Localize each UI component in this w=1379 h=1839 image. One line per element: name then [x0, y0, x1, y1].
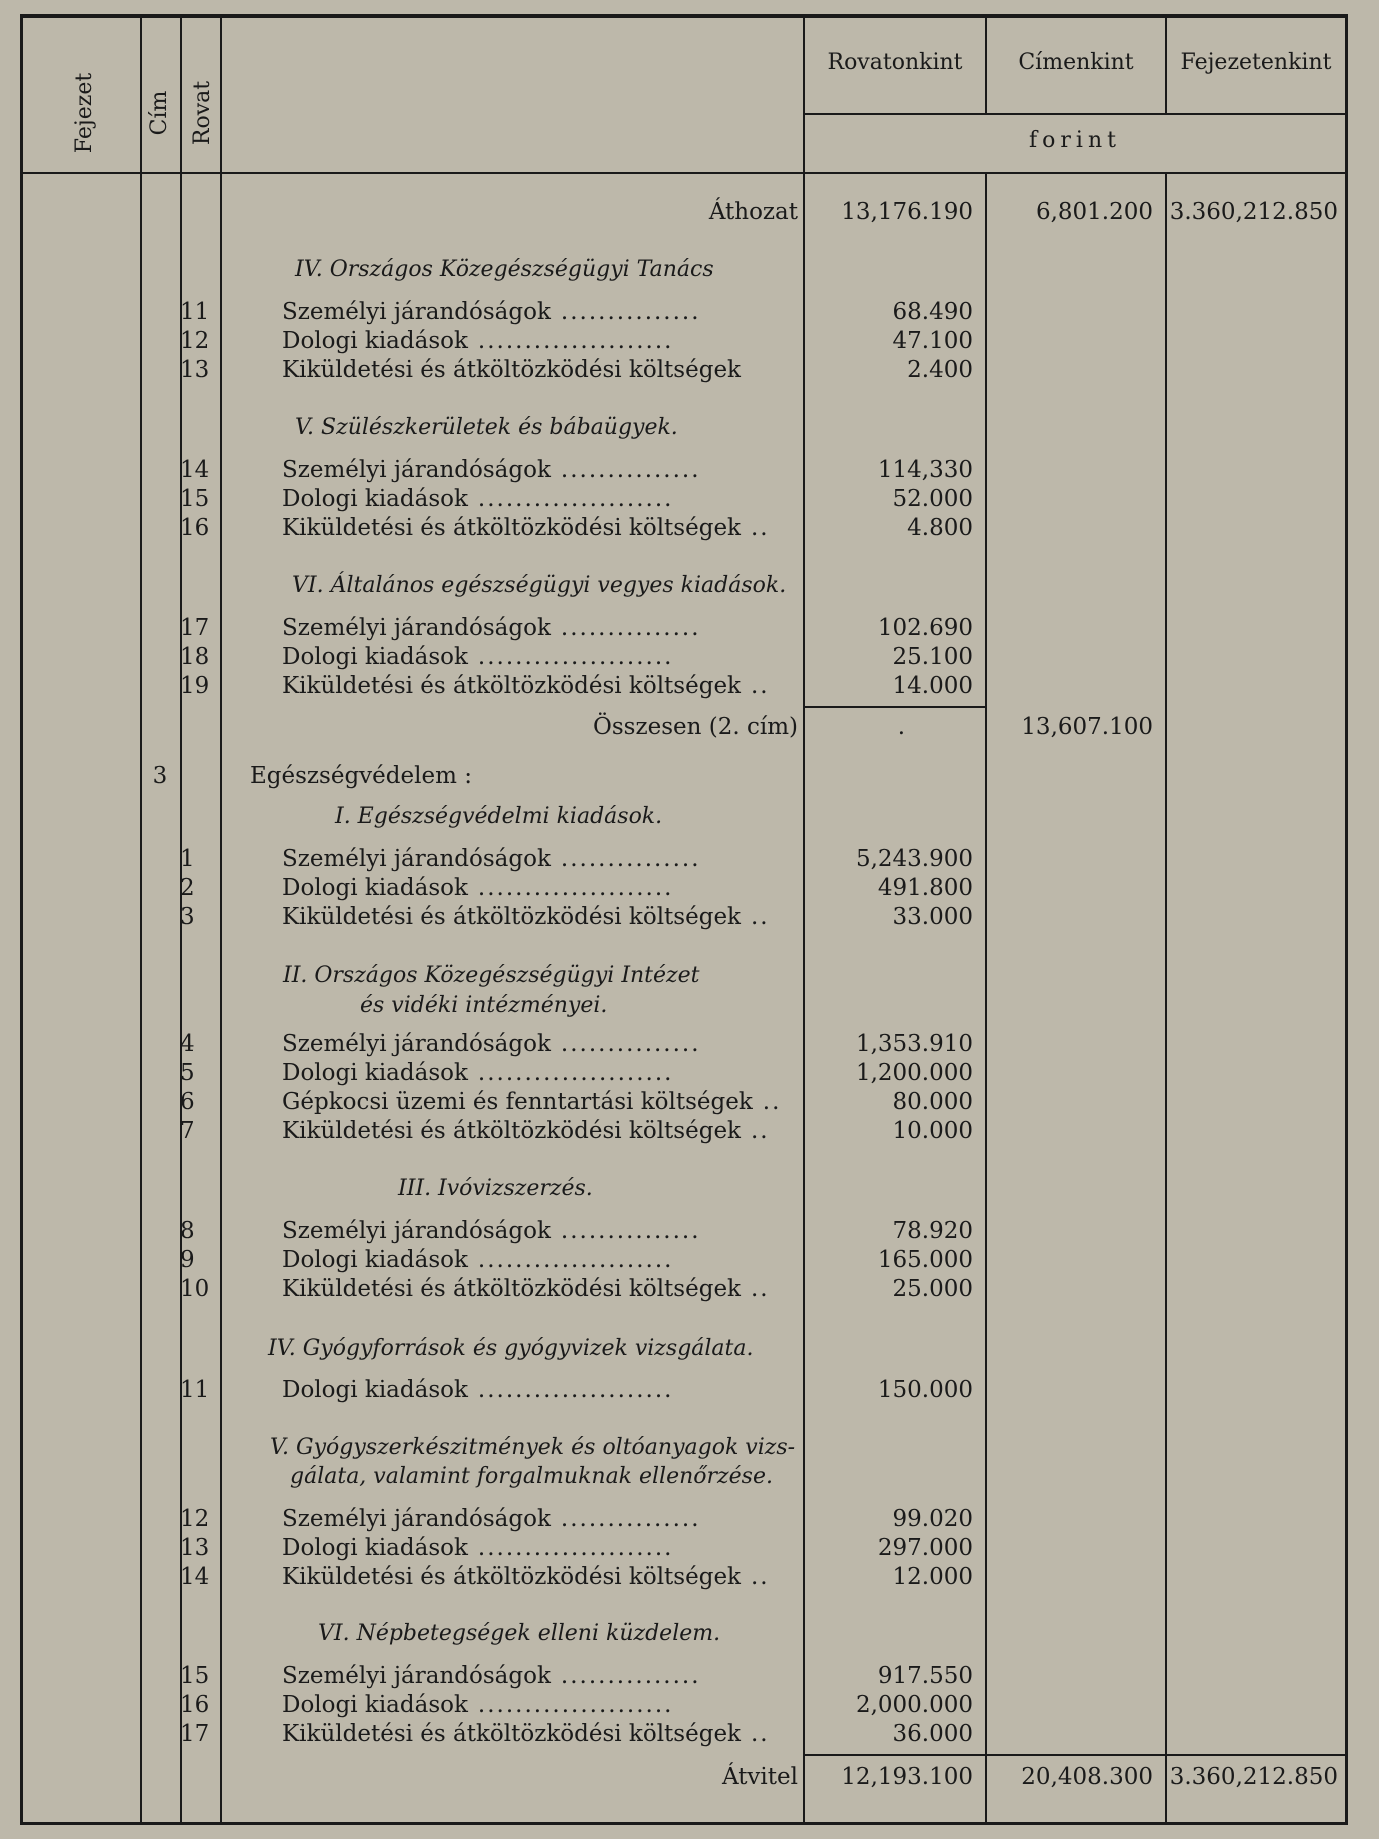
rovatonkint-value: 12.000	[892, 1564, 973, 1590]
rovat-number: 17	[180, 1721, 210, 1747]
leader-dots: ...............	[560, 615, 701, 641]
item-label	[282, 1505, 797, 1534]
item-label	[282, 356, 797, 385]
item-label-text: Személyi járandóságok	[282, 1031, 551, 1057]
item-label	[282, 1563, 797, 1592]
item-label-text: Dologi kiadások	[282, 1060, 468, 1086]
rovatonkint-value: 33.000	[892, 904, 973, 930]
rovat-number: 2	[180, 875, 195, 901]
item-label	[282, 1217, 797, 1246]
leader-dots: ..	[751, 673, 770, 699]
table-row	[0, 327, 1379, 356]
item-label	[282, 643, 797, 672]
rovat-number: 14	[180, 457, 210, 483]
rovatonkint-value: 2,000.000	[855, 1692, 973, 1718]
item-label	[282, 903, 797, 932]
item-label-text: Kiküldetési és átköltözködési költségek	[282, 1118, 741, 1144]
table-row	[0, 485, 1379, 514]
rovatonkint-value: 2.400	[907, 357, 973, 383]
section-title: VI. Általános egészségügyi vegyes kiadások.	[292, 573, 787, 598]
rovat-number: 13	[180, 357, 210, 383]
item-label	[282, 1534, 797, 1563]
item-label	[282, 614, 797, 643]
forint-rule-top	[805, 113, 1345, 115]
table-row	[0, 903, 1379, 932]
item-label-text: Személyi járandóságok	[282, 1218, 551, 1244]
table-row	[0, 1117, 1379, 1146]
table-row	[0, 1720, 1379, 1749]
section-title: I. Egészségvédelmi kiadások.	[335, 804, 663, 829]
header-fejezet: Fejezet	[72, 72, 97, 154]
rovatonkint-value: 102.690	[877, 615, 973, 641]
item-label-text: Személyi járandóságok	[282, 299, 551, 325]
item-label	[282, 845, 797, 874]
rovatonkint-value: 297.000	[877, 1535, 973, 1561]
rovatonkint-value: 917.550	[877, 1663, 973, 1689]
leader-dots: .....................	[477, 1692, 674, 1718]
section-title: II. Országos Közegészségügyi Intézet	[283, 963, 700, 988]
rovat-number: 16	[180, 515, 210, 541]
item-label-text: Személyi járandóságok	[282, 615, 551, 641]
rovat-number: 15	[180, 486, 210, 512]
table-row	[0, 1534, 1379, 1563]
athozat-cimenkint: 6,801.200	[1035, 199, 1153, 225]
item-label	[282, 298, 797, 327]
item-label-text: Kiküldetési és átköltözködési költségek	[282, 1721, 741, 1747]
athozat-fejezetenkint: 3.360,212.850	[1169, 199, 1338, 225]
item-label-text: Dologi kiadások	[282, 644, 468, 670]
leader-dots: ...............	[560, 846, 701, 872]
leader-dots: ..	[751, 1276, 770, 1302]
table-row	[0, 456, 1379, 485]
table-row	[0, 1088, 1379, 1117]
section-title: IV. Országos Közegészségügyi Tanács	[295, 257, 714, 282]
item-label-text: Gépkocsi üzemi és fenntartási költségek	[282, 1089, 753, 1115]
header-rovat: Rovat	[190, 80, 215, 146]
rovat-number: 1	[180, 846, 195, 872]
table-row	[0, 1505, 1379, 1534]
section-title: IV. Gyógyforrások és gyógyvizek vizsgálata.	[268, 1336, 754, 1361]
table-row	[0, 614, 1379, 643]
item-label-text: Kiküldetési és átköltözködési költségek	[282, 673, 741, 699]
osszesen-row	[0, 713, 1379, 742]
header-forint: forint	[1029, 128, 1121, 153]
rovat-number: 9	[180, 1247, 195, 1273]
leader-dots: .....................	[477, 1060, 674, 1086]
section-title: gálata, valamint forgalmuknak ellenőrzése.	[290, 1464, 773, 1489]
rovat-number: 11	[180, 1377, 210, 1403]
rovatonkint-value: 99.020	[892, 1506, 973, 1532]
leader-dots: ..	[751, 515, 770, 541]
leader-dots: ...............	[560, 457, 701, 483]
leader-dots: .....................	[477, 486, 674, 512]
item-label-text: Személyi járandóságok	[282, 1663, 551, 1689]
leader-dots: .....................	[477, 328, 674, 354]
leader-dots: ...............	[560, 1218, 701, 1244]
item-label	[282, 485, 797, 514]
leader-dots: .....................	[477, 1247, 674, 1273]
rovat-number: 8	[180, 1218, 195, 1244]
egeszsegvedelem-cim: 3	[152, 763, 168, 789]
table-row	[0, 1217, 1379, 1246]
item-label-text: Kiküldetési és átköltözködési költségek	[282, 1276, 741, 1302]
osszesen-label: Összesen (2. cím)	[593, 714, 798, 740]
rovat-number: 17	[180, 615, 210, 641]
rovatonkint-value: 25.000	[892, 1276, 973, 1302]
rovatonkint-value: 25.100	[892, 644, 973, 670]
rovatonkint-value: 10.000	[892, 1118, 973, 1144]
item-label	[282, 456, 797, 485]
rovatonkint-value: 1,200.000	[855, 1060, 973, 1086]
item-label	[282, 1059, 797, 1088]
egeszsegvedelem-label: Egészségvédelem :	[250, 763, 472, 789]
rovat-number: 16	[180, 1692, 210, 1718]
leader-dots: ...............	[560, 1663, 701, 1689]
rovatonkint-value: 78.920	[892, 1218, 973, 1244]
leader-dots: ..	[751, 1118, 770, 1144]
section-title: VI. Népbetegségek elleni küzdelem.	[318, 1621, 721, 1646]
rovatonkint-value: 150.000	[877, 1377, 973, 1403]
leader-dots: ...............	[560, 299, 701, 325]
table-row	[0, 1059, 1379, 1088]
rovatonkint-value: 52.000	[892, 486, 973, 512]
atvitel-fejezetenkint: 3.360,212.850	[1169, 1764, 1338, 1790]
atvitel-rule	[805, 1754, 1345, 1756]
rovat-number: 6	[180, 1089, 195, 1115]
rovatonkint-value: 165.000	[877, 1247, 973, 1273]
atvitel-cimenkint: 20,408.300	[1021, 1764, 1153, 1790]
rovat-number: 14	[180, 1564, 210, 1590]
table-row	[0, 643, 1379, 672]
atvitel-label: Átvitel	[721, 1764, 798, 1790]
egeszsegvedelem-row	[0, 762, 1379, 791]
header-rovatonkint: Rovatonkint	[827, 50, 963, 75]
leader-dots: ..	[762, 1089, 782, 1115]
section-title: III. Ivóvizszerzés.	[398, 1176, 593, 1201]
item-label-text: Kiküldetési és átköltözködési költségek	[282, 1564, 741, 1590]
item-label	[282, 1030, 797, 1059]
athozat-label: Áthozat	[708, 199, 798, 225]
item-label-text: Személyi járandóságok	[282, 457, 551, 483]
rovatonkint-value: 491.800	[877, 875, 973, 901]
item-label	[282, 1088, 797, 1117]
leader-dots: .....................	[477, 1377, 674, 1403]
rovat-number: 12	[180, 1506, 210, 1532]
item-label	[282, 1376, 797, 1405]
item-label-text: Személyi járandóságok	[282, 1506, 551, 1532]
table-row	[0, 1563, 1379, 1592]
header-cimenkint: Címenkint	[1018, 50, 1134, 75]
atvitel-rovatonkint: 12,193.100	[841, 1764, 973, 1790]
table-row	[0, 1275, 1379, 1304]
rovat-number: 10	[180, 1276, 210, 1302]
rovatonkint-value: 1,353.910	[855, 1031, 973, 1057]
osszesen-cimenkint: 13,607.100	[1021, 714, 1153, 740]
item-label-text: Személyi járandóságok	[282, 846, 551, 872]
item-label	[282, 514, 797, 543]
rovatonkint-value: 4.800	[907, 515, 973, 541]
item-label-text: Kiküldetési és átköltözködési költségek	[282, 904, 741, 930]
rovat-number: 5	[180, 1060, 195, 1086]
table-row	[0, 1030, 1379, 1059]
item-label-text: Kiküldetési és átköltözködési költségek	[282, 357, 741, 383]
athozat-rovatonkint: 13,176.190	[841, 199, 973, 225]
item-label	[282, 1246, 797, 1275]
section-title: V. Gyógyszerkészitmények és oltóanyagok vizs-	[270, 1435, 796, 1460]
item-label-text: Dologi kiadások	[282, 328, 468, 354]
rovat-number: 12	[180, 328, 210, 354]
rovatonkint-value: 47.100	[892, 328, 973, 354]
item-label	[282, 1275, 797, 1304]
table-row	[0, 845, 1379, 874]
rovatonkint-value: 14.000	[892, 673, 973, 699]
rovatonkint-value: 36.000	[892, 1721, 973, 1747]
subtotal-rule	[805, 706, 985, 708]
rovat-number: 18	[180, 644, 210, 670]
item-label-text: Dologi kiadások	[282, 1377, 468, 1403]
item-label	[282, 1117, 797, 1146]
rovat-number: 13	[180, 1535, 210, 1561]
table-row	[0, 1246, 1379, 1275]
rovat-number: 15	[180, 1663, 210, 1689]
table-row	[0, 298, 1379, 327]
leader-dots: ..	[751, 904, 770, 930]
item-label	[282, 672, 797, 701]
osszesen-rovatonkint: .	[897, 714, 905, 740]
leader-dots: ..	[751, 1564, 770, 1590]
item-label-text: Dologi kiadások	[282, 486, 468, 512]
leader-dots: .....................	[477, 1535, 674, 1561]
leader-dots: ...............	[560, 1506, 701, 1532]
rovatonkint-value: 5,243.900	[855, 846, 973, 872]
table-row	[0, 874, 1379, 903]
item-label-text: Dologi kiadások	[282, 1247, 468, 1273]
item-label-text: Kiküldetési és átköltözködési költségek	[282, 515, 741, 541]
rovat-number: 11	[180, 299, 210, 325]
item-label	[282, 327, 797, 356]
rovat-number: 3	[180, 904, 195, 930]
item-label	[282, 874, 797, 903]
leader-dots: ...............	[560, 1031, 701, 1057]
section-title: és vidéki intézményei.	[360, 993, 608, 1018]
table-row	[0, 1691, 1379, 1720]
table-row	[0, 1662, 1379, 1691]
leader-dots: .....................	[477, 875, 674, 901]
table-row	[0, 1376, 1379, 1405]
rovatonkint-value: 80.000	[892, 1089, 973, 1115]
item-label	[282, 1720, 797, 1749]
rovatonkint-value: 114,330	[877, 457, 973, 483]
rovat-number: 7	[180, 1118, 195, 1144]
item-label-text: Dologi kiadások	[282, 1692, 468, 1718]
header-fejezetenkint: Fejezetenkint	[1180, 50, 1332, 75]
atvitel-row	[0, 1763, 1379, 1792]
table-row	[0, 672, 1379, 701]
item-label	[282, 1662, 797, 1691]
athozat-row	[0, 198, 1379, 227]
table-row	[0, 356, 1379, 385]
table-row	[0, 514, 1379, 543]
rovat-number: 19	[180, 673, 210, 699]
header-cim: Cím	[147, 90, 172, 136]
section-title: V. Szülészkerületek és bábaügyek.	[295, 415, 678, 440]
leader-dots: .....................	[477, 644, 674, 670]
item-label-text: Dologi kiadások	[282, 875, 468, 901]
leader-dots: ..	[751, 1721, 770, 1747]
rovat-number: 4	[180, 1031, 195, 1057]
item-label-text: Dologi kiadások	[282, 1535, 468, 1561]
item-label	[282, 1691, 797, 1720]
rovatonkint-value: 68.490	[892, 299, 973, 325]
